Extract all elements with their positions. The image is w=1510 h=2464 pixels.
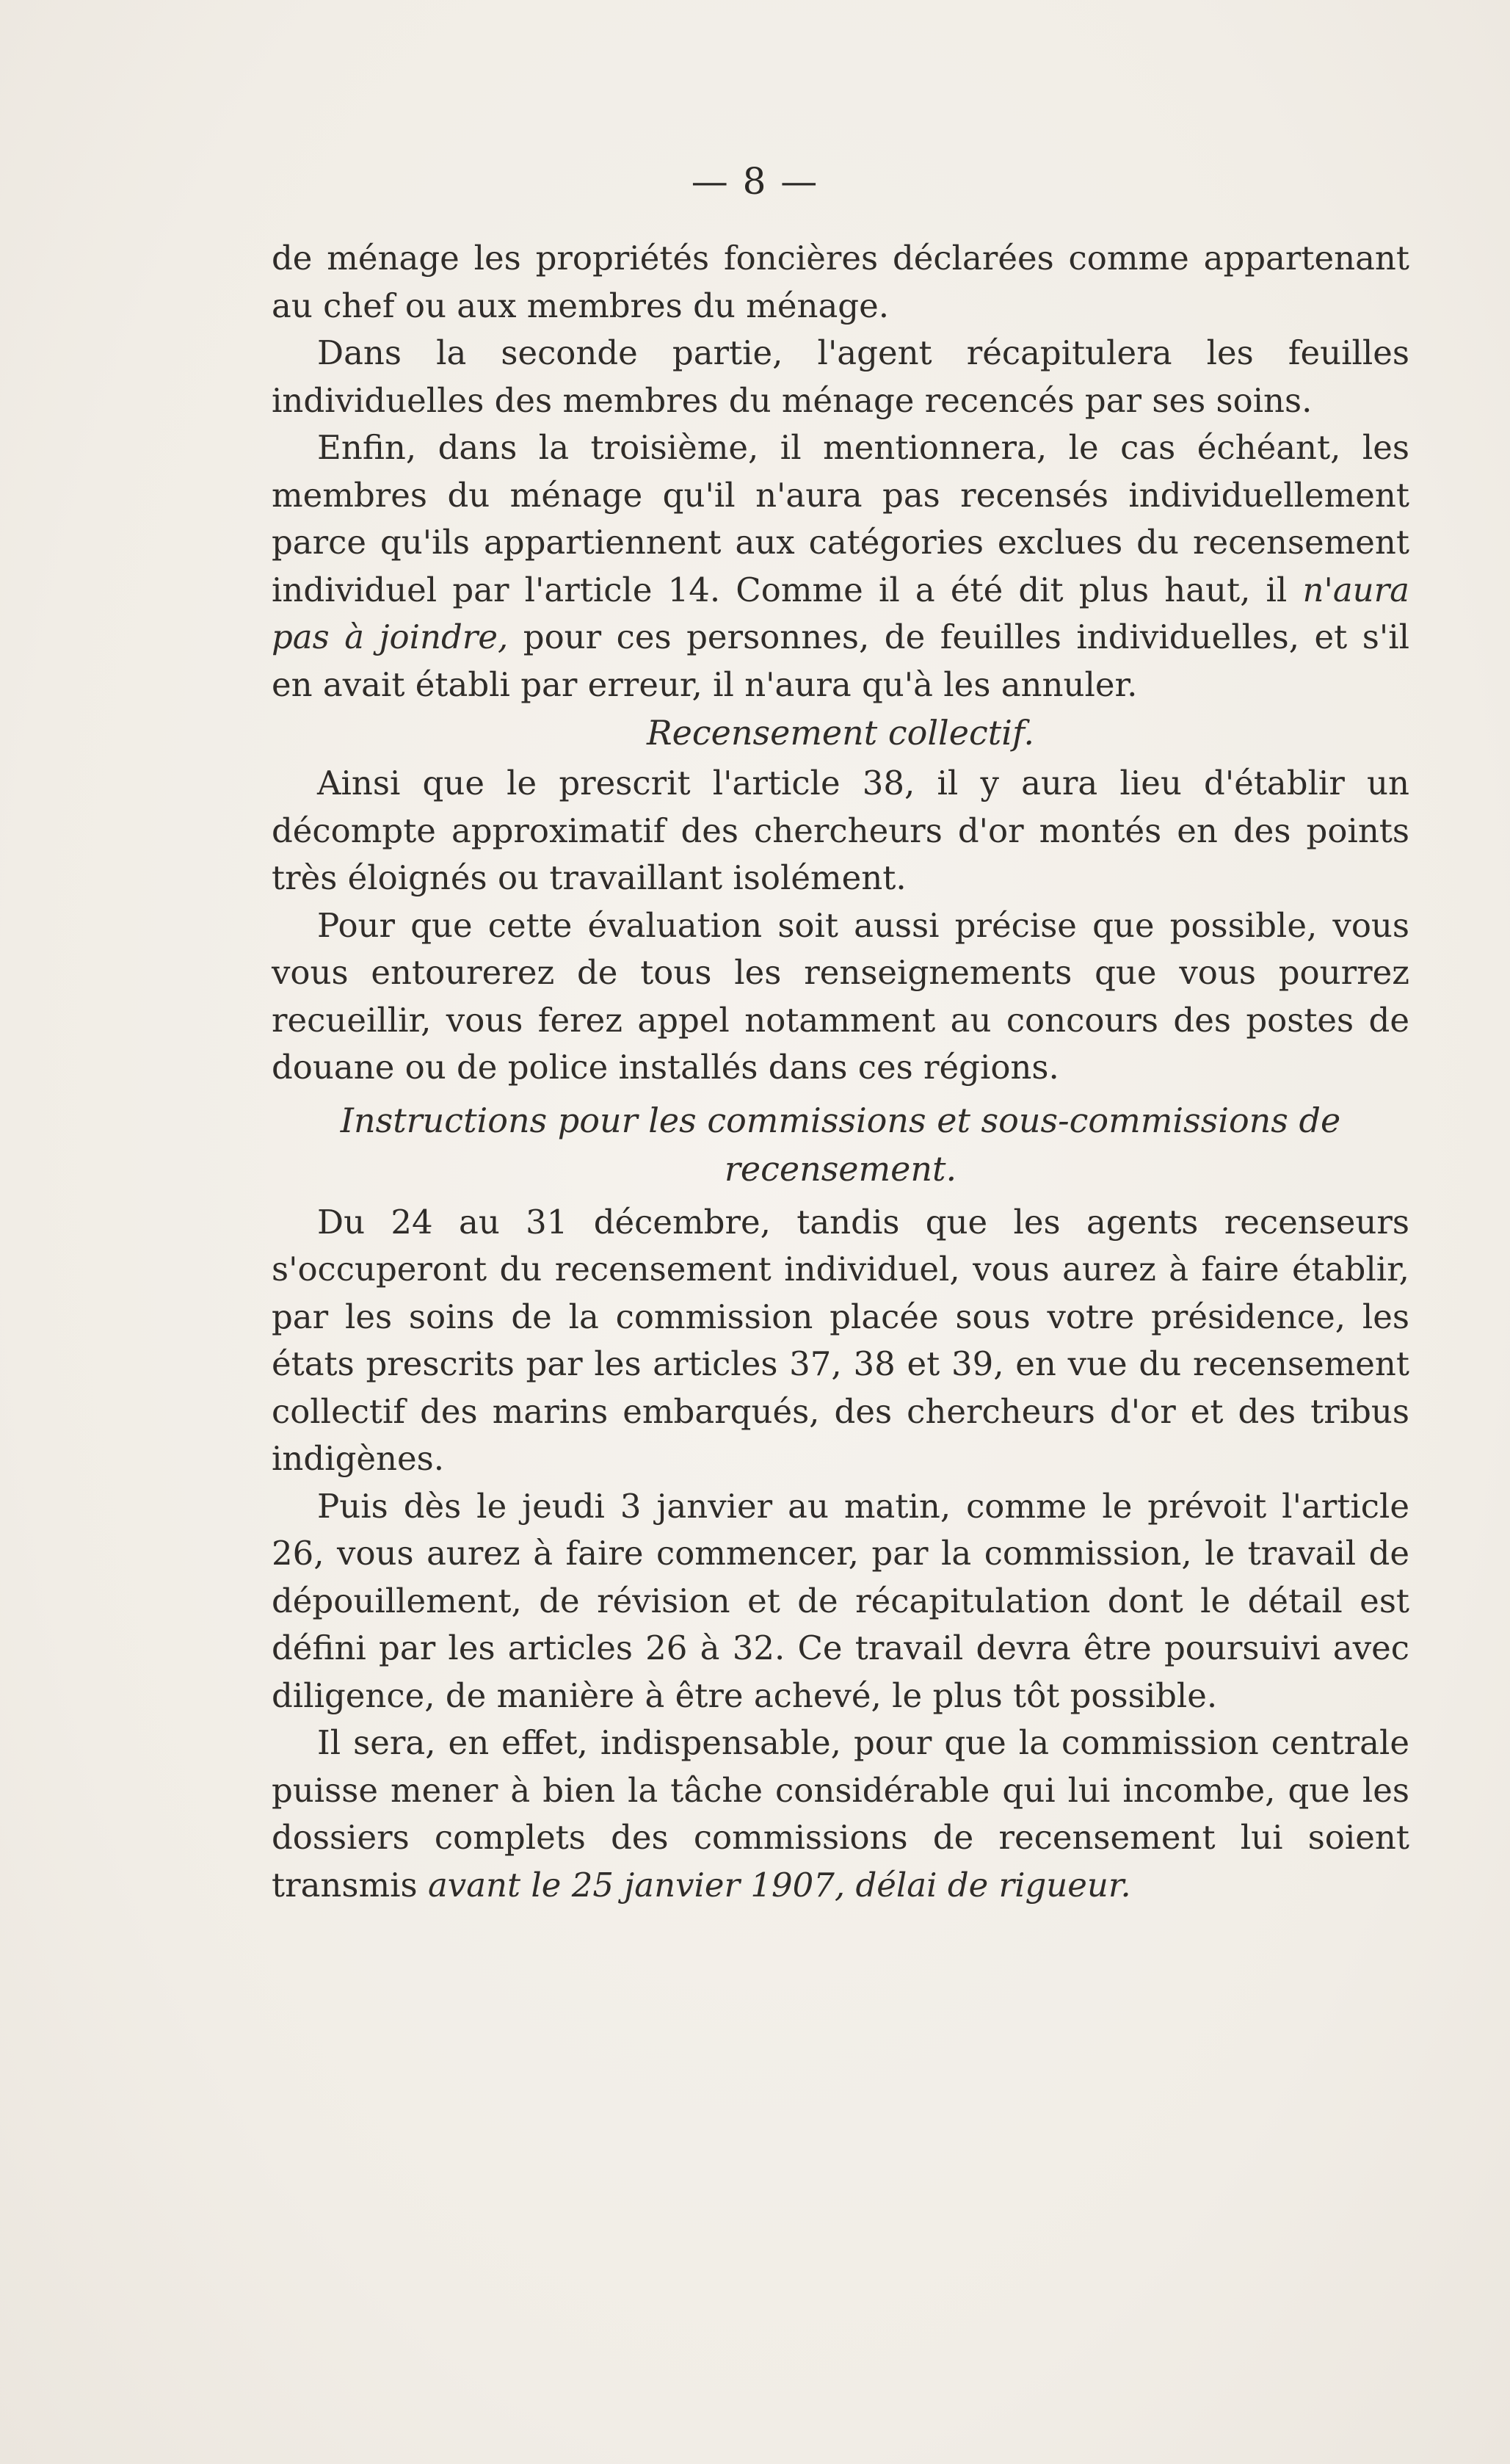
paragraph-commission-centrale <box>272 1720 1409 1909</box>
section-title-instructions: Instructions pour les commissions et sous-commissions de recensement. <box>340 1100 1341 1189</box>
paragraph-text: Il sera, en effet, indispensable, pour que la commission centrale puisse mener à bien la tâche considérable qui lui incombe, que les dossiers complets des commissions de recensement lui soient transmis <box>272 1723 1409 1905</box>
page-number: — 8 — <box>691 160 819 203</box>
paragraph-text: pour ces personnes, de feuilles individuelles, et s'il en avait établi par erreur, il n'aura qu'à les annuler. <box>272 617 1409 704</box>
paragraph-troisieme-partie <box>272 424 1409 709</box>
deadline-text: avant le 25 janvier 1907, délai de rigueur. <box>427 1865 1131 1905</box>
paragraph-article-38: Ainsi que le prescrit l'article 38, il y aura lieu d'établir un décompte approximatif des chercheurs d'or montés en des points très éloignés ou travaillant isolément. <box>272 764 1409 897</box>
body-text <box>272 235 1409 1909</box>
paragraph-text: Enfin, dans la troisième, il mentionnera, le cas échéant, les membres du ménage qu'il n'aura pas recensés individuellement parce qu'ils appartiennent aux catégories exclues du recensement individuel par l'article 14. Comme il a été dit plus haut, il <box>272 428 1409 609</box>
paragraph-decembre: Du 24 au 31 décembre, tandis que les agents recenseurs s'occuperont du recensement individuel, vous aurez à faire établir, par les soins de la commission placée sous votre présidence, les états prescrits par les articles 37, 38 et 39, en vue du recensement collectif des marins embarqués, des chercheurs d'or et des tribus indigènes. <box>272 1202 1409 1478</box>
emphasis-text: n'aura pas à joindre, <box>272 570 1409 656</box>
paragraph-janvier: Puis dès le jeudi 3 janvier au matin, comme le prévoit l'article 26, vous aurez à faire commencer, par la commission, le travail de dépouillement, de révision et de récapitulation dont le détail est défini par les articles 26 à 32. Ce travail devra être poursuivi avec diligence, de manière à être achevé, le plus tôt possible. <box>272 1486 1409 1715</box>
paragraph-seconde-partie: Dans la seconde partie, l'agent récapitulera les feuilles individuelles des membres du ménage recencés par ses soins. <box>272 333 1409 420</box>
section-title-recensement-collectif: Recensement collectif. <box>647 713 1034 753</box>
paragraph-continuation: de ménage les propriétés foncières déclarées comme appartenant au chef ou aux membres du ménage. <box>272 239 1409 325</box>
paragraph-evaluation: Pour que cette évaluation soit aussi précise que possible, vous vous entourerez de tous les renseignements que vous pourrez recueillir, vous ferez appel notamment au concours des postes de douane ou de police installés dans ces régions. <box>272 905 1409 1087</box>
